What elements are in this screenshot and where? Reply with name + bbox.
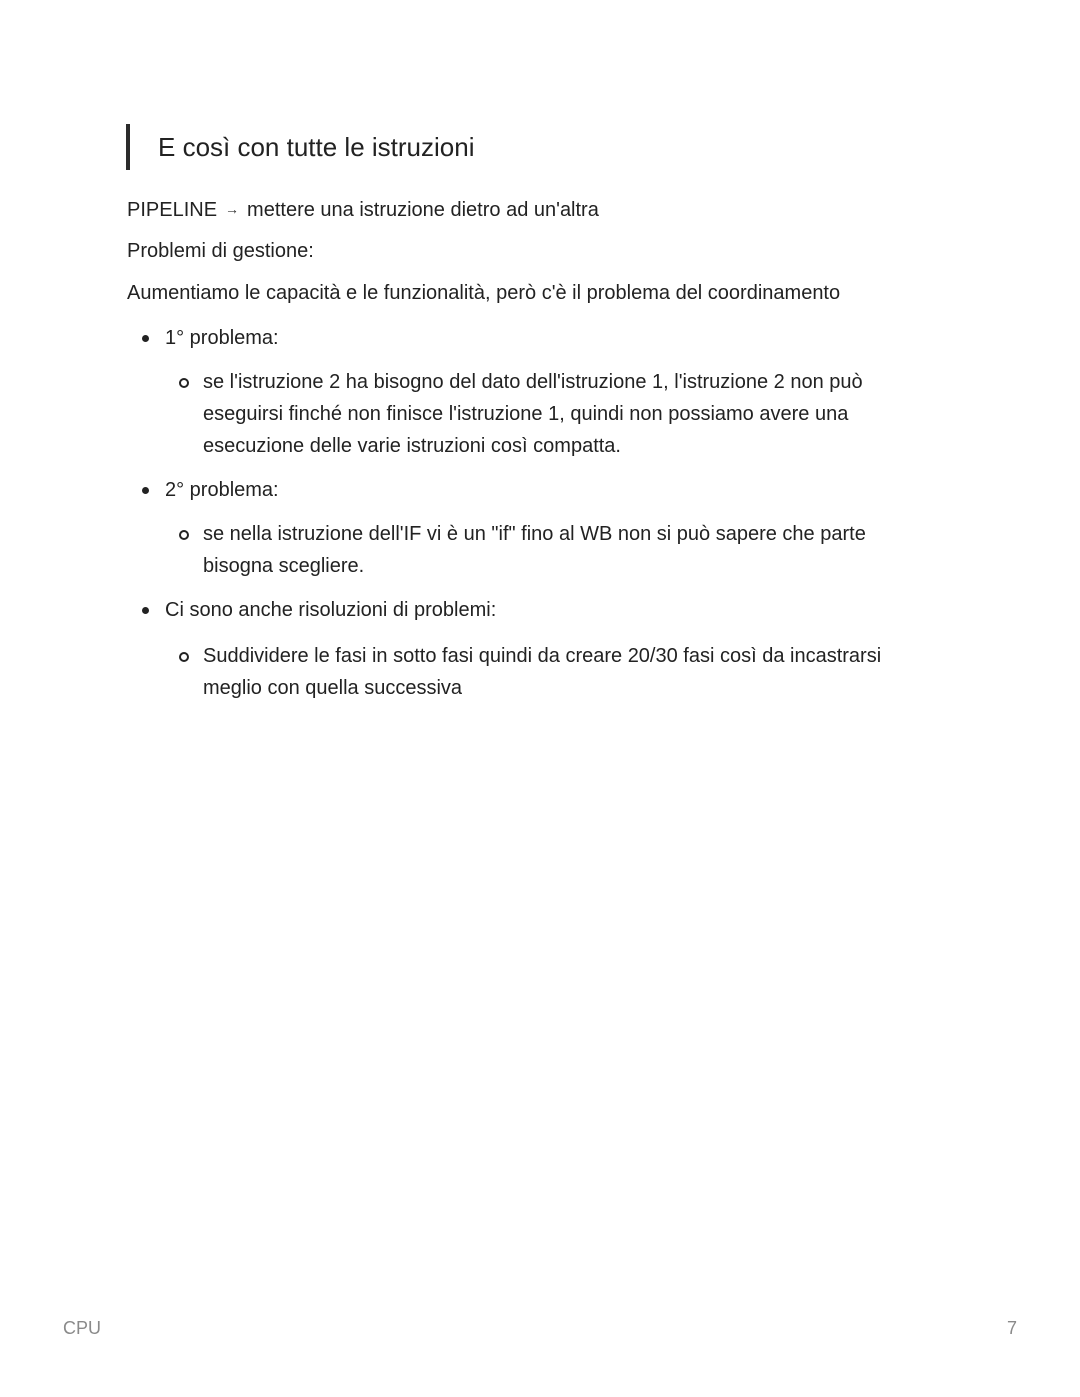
bullet-icon	[142, 335, 149, 342]
circle-bullet-icon	[179, 530, 189, 540]
sub-list-item	[203, 366, 933, 462]
arrow-right-icon: →	[225, 201, 240, 217]
sub-list-item-text: se nella istruzione dell'IF vi è un "if" fino al WB non si può sapere che parte bisogna scegliere.	[203, 523, 866, 577]
bullet-icon	[142, 487, 149, 494]
paragraph-capacity: Aumentiamo le capacità e le funzionalità, però c'è il problema del coordinamento	[127, 282, 841, 304]
pipeline-term: PIPELINE	[127, 199, 218, 221]
sub-list-item	[203, 640, 933, 704]
sub-list-item-text: se l'istruzione 2 ha bisogno del dato dell'istruzione 1, l'istruzione 2 non può eseguirsi finché non finisce l'istruzione 1, quindi non possiamo avere una esecuzione delle varie istruzioni così compatta.	[203, 371, 863, 457]
footer-section-title: CPU	[63, 1318, 102, 1338]
list-item	[165, 323, 279, 353]
pipeline-definition-text: mettere una istruzione dietro ad un'altra	[247, 199, 599, 221]
circle-bullet-icon	[179, 652, 189, 662]
paragraph-management: Problemi di gestione:	[127, 240, 314, 262]
footer-page-number: 7	[1006, 1318, 1017, 1338]
circle-bullet-icon	[179, 378, 189, 388]
sub-list-item	[203, 518, 933, 582]
sub-list-item-text: Suddividere le fasi in sotto fasi quindi da creare 20/30 fasi così da incastrarsi meglio con quella successiva	[203, 645, 882, 699]
heading-text: E così con tutte le istruzioni	[158, 132, 475, 162]
pipeline-definition	[127, 194, 599, 225]
quote-bar	[126, 124, 130, 170]
list-item-label: 1° problema:	[165, 327, 279, 349]
list-item-label: 2° problema:	[165, 479, 279, 501]
list-item	[165, 595, 496, 625]
list-item	[165, 475, 279, 505]
list-item-label: Ci sono anche risoluzioni di problemi:	[165, 599, 497, 621]
bullet-icon	[142, 607, 149, 614]
quote-heading	[126, 124, 474, 170]
